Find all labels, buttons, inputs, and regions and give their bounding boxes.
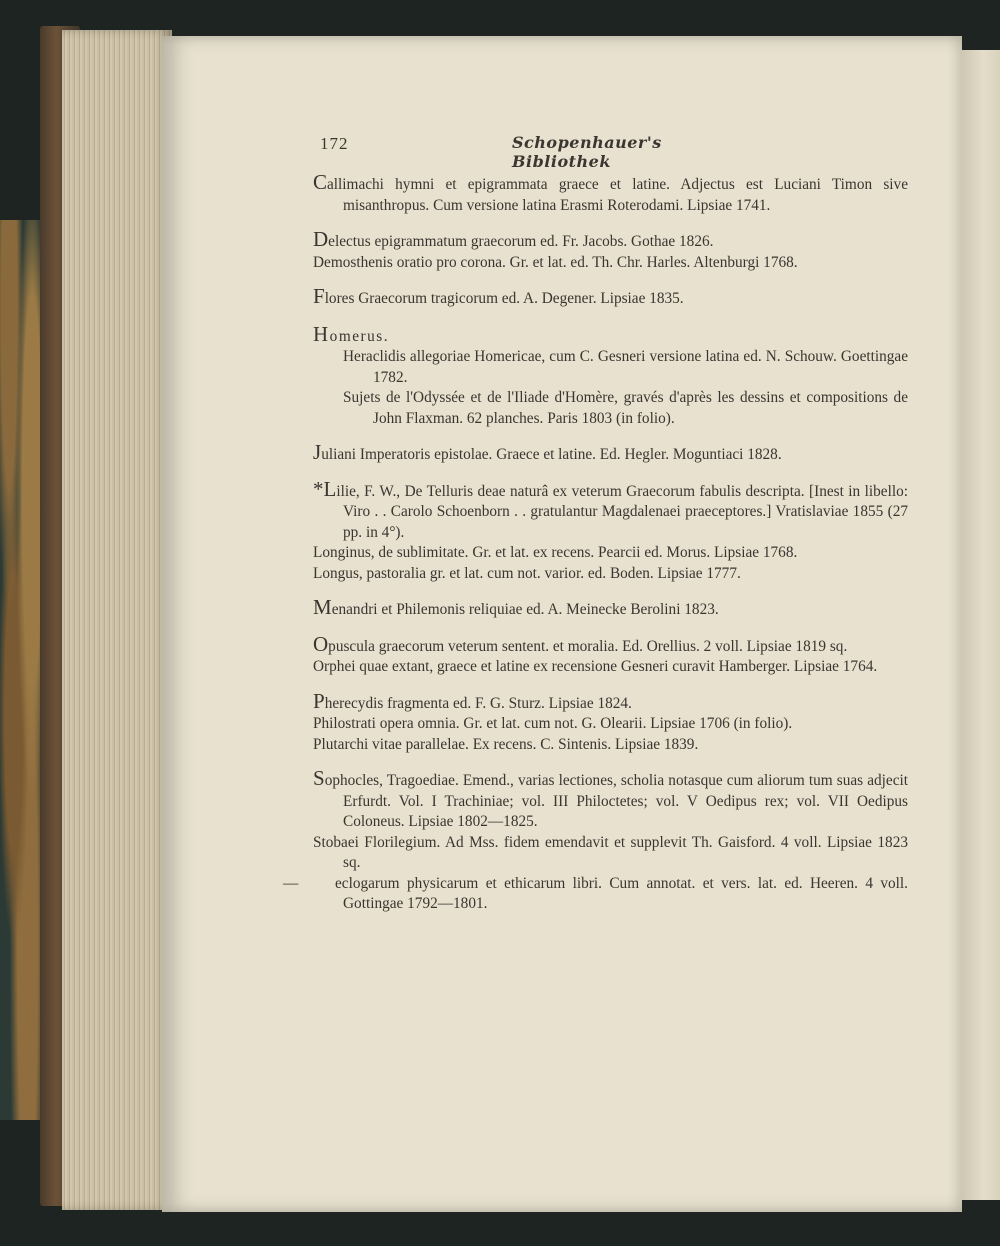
ditto-dash: — (283, 874, 299, 892)
entry-text: lores Graecorum tragicorum ed. A. Degener. Lipsiae 1835. (324, 290, 684, 307)
entry-text: ophocles, Tragoediae. Emend., varias lectiones, scholia notasque cum aliorum tum suas adjecit Erfurdt. Vol. I Trachiniae; vol. III Philoctetes; vol. V Oedipus rex; vol. VII Oedipus Coloneus. Lipsiae 1802—1825. (324, 772, 908, 830)
entry-delectus (313, 227, 908, 253)
entry-philostrati (313, 714, 908, 735)
entry-text: Demosthenis oratio pro corona. Gr. et lat. ed. Th. Chr. Harles. Altenburgi 1768. (313, 253, 798, 271)
entry-callimachi (313, 170, 908, 216)
entry-opuscula (313, 631, 908, 658)
entry-text: electus epigrammatum graecorum ed. Fr. Jacobs. Gothae 1826. (328, 233, 714, 250)
entry-sophocles (313, 766, 908, 833)
entry-text: Longinus, de sublimitate. Gr. et lat. ex recens. Pearcii ed. Morus. Lipsiae 1768. (313, 544, 798, 561)
entry-longus (313, 564, 908, 585)
entry-eclogarum (283, 874, 908, 915)
bibliography-list (283, 170, 908, 915)
entry-juliani (313, 440, 908, 466)
entry-homerus (313, 321, 908, 348)
entry-initial: C (313, 170, 328, 194)
entry-pherecydis (313, 688, 908, 715)
entry-initial: F (313, 284, 325, 308)
entry-text: allimachi hymni et epigrammata graece et latine. Adjectus est Luciani Timon sive misanthropus. Cum versione latina Erasmi Roterodami. Lipsiae 1741. (327, 176, 908, 214)
entry-demosthenis (313, 253, 908, 274)
entry-text: uliani Imperatoris epistolae. Graece et latine. Ed. Hegler. Moguntiaci 1828. (321, 446, 782, 463)
entry-heraclidis (343, 347, 908, 388)
entry-orphei (313, 657, 908, 678)
entry-text: Heraclidis allegoriae Homericae, cum C. Gesneri versione latina ed. N. Schouw. Goettingae 1782. (343, 348, 908, 386)
entry-text: puscula graecorum veterum sentent. et moralia. Ed. Orellius. 2 voll. Lipsiae 1819 sq. (328, 637, 848, 655)
entry-lilie (313, 476, 908, 544)
entry-text: eclogarum physicarum et ethicarum libri. Cum annotat. et vers. lat. ed. Heeren. 4 voll. Gottingae 1792—1801. (335, 874, 908, 912)
entry-text: Plutarchi vitae parallelae. Ex recens. C. Sintenis. Lipsiae 1839. (313, 735, 699, 753)
entry-initial: J (313, 440, 322, 464)
facing-page-edge (958, 50, 1000, 1200)
entry-text: omerus. (329, 327, 390, 345)
entry-initial: O (313, 631, 329, 656)
entry-stobaei (313, 833, 908, 874)
entry-initial: D (313, 227, 329, 251)
page-number: 172 (320, 134, 349, 153)
entry-initial: S (313, 766, 325, 790)
entry-text: Orphei quae extant, graece et latine ex recensione Gesneri curavit Hamberger. Lipsiae 1764. (313, 658, 878, 675)
entry-initial: P (313, 688, 325, 713)
entry-text: Stobaei Florilegium. Ad Mss. fidem emendavit et supplevit Th. Gaisford. 4 voll. Lipsiae 1823 sq. (313, 833, 908, 871)
entry-sujets (343, 388, 908, 429)
entry-text: Longus, pastoralia gr. et lat. cum not. varior. ed. Boden. Lipsiae 1777. (313, 564, 741, 582)
entry-plutarchi (313, 735, 908, 756)
entry-text: Sujets de l'Odyssée et de l'Iliade d'Homère, gravés d'après les dessins et compositions de John Flaxman. 62 planches. Paris 1803 (in folio). (343, 389, 908, 427)
entry-text: herecydis fragmenta ed. F. G. Sturz. Lipsiae 1824. (324, 694, 632, 712)
running-title: Schopenhauer's Bibliothek (512, 133, 662, 171)
entry-initial: M (313, 595, 332, 619)
page-edges (62, 30, 172, 1210)
entry-text: Philostrati opera omnia. Gr. et lat. cum not. G. Olearii. Lipsiae 1706 (in folio). (313, 715, 793, 732)
entry-text: enandri et Philemonis reliquiae ed. A. Meinecke Berolini 1823. (331, 601, 719, 618)
entry-text: ilie, F. W., De Telluris deae naturâ ex veterum Graecorum fabulis descripta. [Inest in libello: Viro . . Carolo Schoenborn . . gratulantur Magdalenaei praeceptores.] Vratislaviae 1855 (27 pp. in 4°). (336, 482, 908, 541)
entry-initial: H (313, 321, 330, 346)
entry-menandri (313, 595, 908, 621)
entry-flores (313, 284, 908, 310)
entry-initial: *L (313, 476, 337, 501)
entry-longinus (313, 543, 908, 564)
page-header (320, 133, 720, 171)
